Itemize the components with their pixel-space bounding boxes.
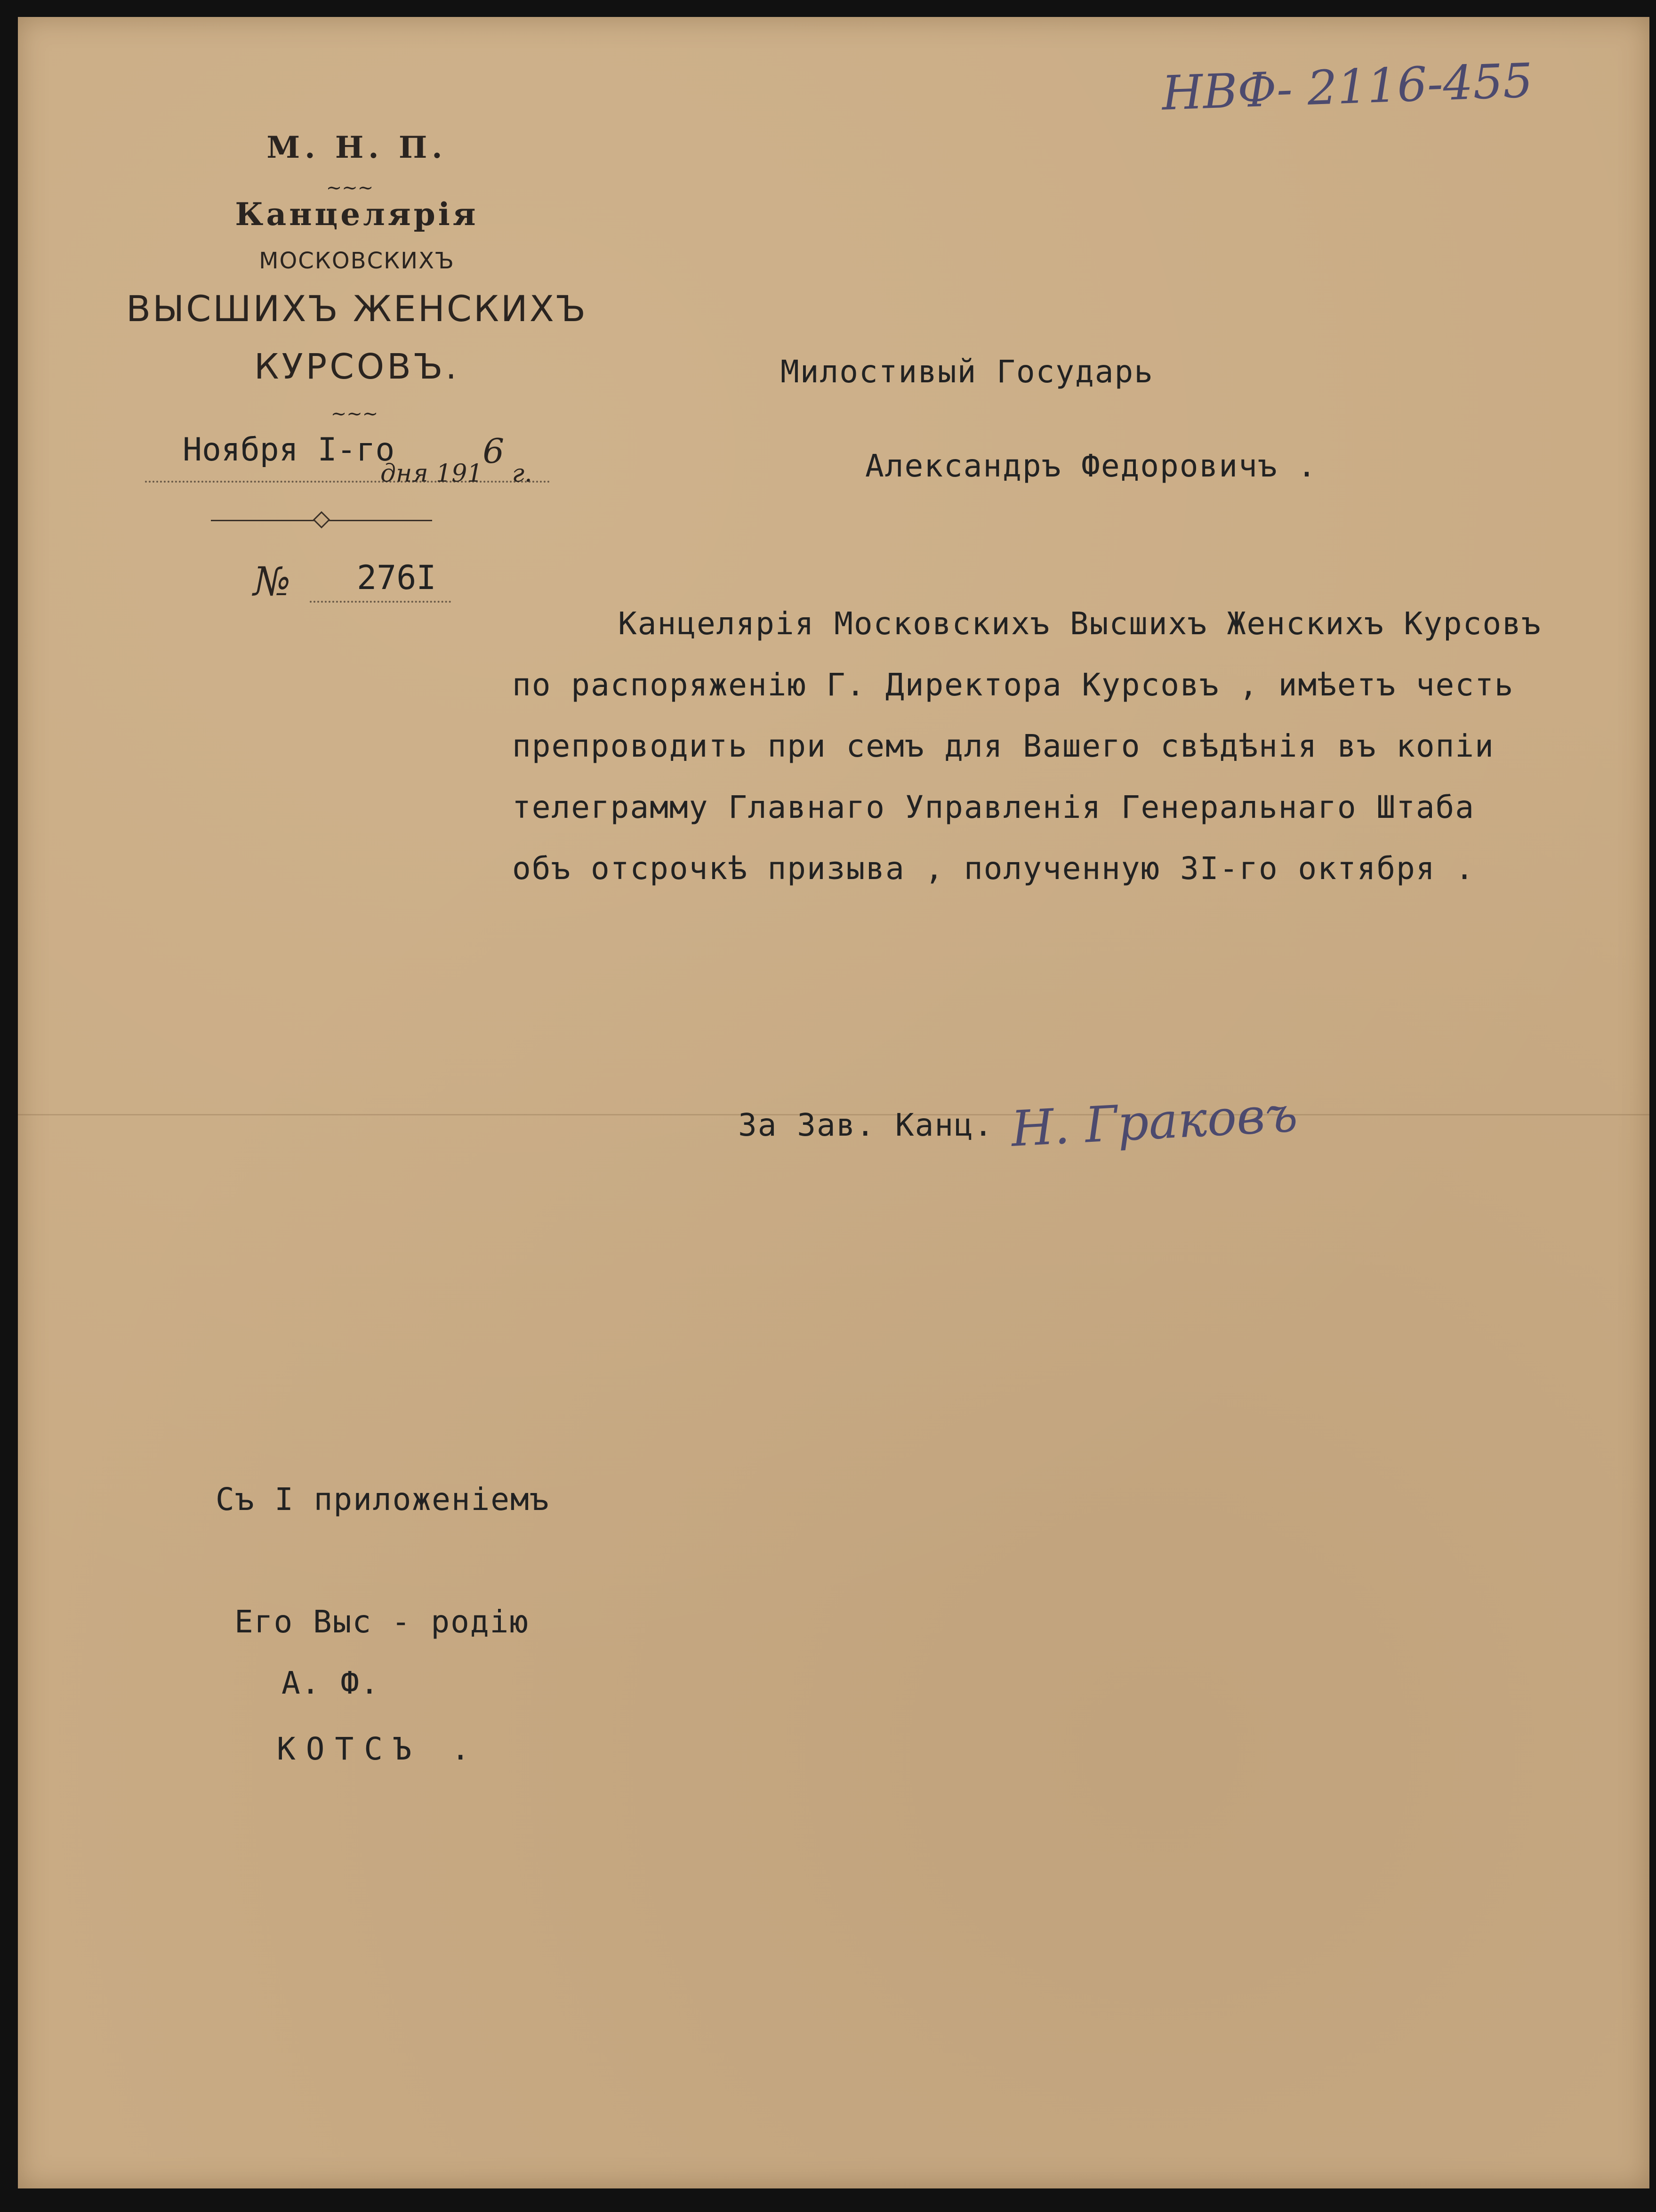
- signature-label: За Зав. Канц.: [738, 1107, 994, 1143]
- body-line: Канцелярія Московскихъ Высшихъ Женскихъ Курсовъ: [618, 605, 1542, 642]
- document-sheet: [18, 17, 1649, 2188]
- handwritten-signature: Н. Граковъ: [1010, 1085, 1299, 1158]
- body-line: по распоряженію Г. Директора Курсовъ , имѣетъ честь: [512, 667, 1514, 703]
- letterhead-ornament-bottom: ~~~: [330, 403, 378, 425]
- body-line: объ отсрочкѣ призыва , полученную 3I-го октября .: [512, 850, 1475, 887]
- date-suffix: г.: [512, 460, 532, 488]
- addressee: Александръ Федоровичъ .: [865, 448, 1317, 484]
- letterhead-courses: КУРСОВЪ.: [254, 347, 460, 387]
- body-line: препроводить при семъ для Вашего свѣдѣнія въ копіи: [512, 728, 1495, 764]
- letterhead-chancery: Канцелярія: [235, 196, 479, 233]
- salutation: Милостивый Государь: [780, 354, 1154, 390]
- letterhead-ministry: М. Н. П.: [266, 130, 447, 165]
- letterhead-higher-womens: ВЫСШИХЪ ЖЕНСКИХЪ: [126, 288, 588, 330]
- date-printed-day: дня 191: [380, 460, 483, 488]
- number-dotted-line: [310, 601, 451, 603]
- date-typed: Ноября I-го: [183, 431, 395, 468]
- body-line: телеграмму Главнаго Управленія Генеральнаго Штаба: [512, 789, 1475, 825]
- letterhead-ornament-top: ~~~: [326, 177, 374, 199]
- letterhead-divider-diamond: [313, 511, 330, 529]
- letterhead-moscow: МОСКОВСКИХЪ: [259, 248, 455, 274]
- number-sign: №: [253, 558, 291, 605]
- enclosure-note: Съ I приложеніемъ: [216, 1481, 550, 1518]
- recipient-initials: А. Ф.: [281, 1665, 380, 1701]
- archive-number-handwritten: НВФ- 2116-455: [1161, 53, 1534, 121]
- recipient-title: Его Выс - родію: [234, 1604, 530, 1640]
- date-printed: [380, 431, 532, 490]
- date-year-handwritten: 6: [482, 431, 505, 471]
- recipient-surname: КОТСЪ .: [277, 1731, 481, 1767]
- outgoing-number: 276I: [357, 558, 436, 597]
